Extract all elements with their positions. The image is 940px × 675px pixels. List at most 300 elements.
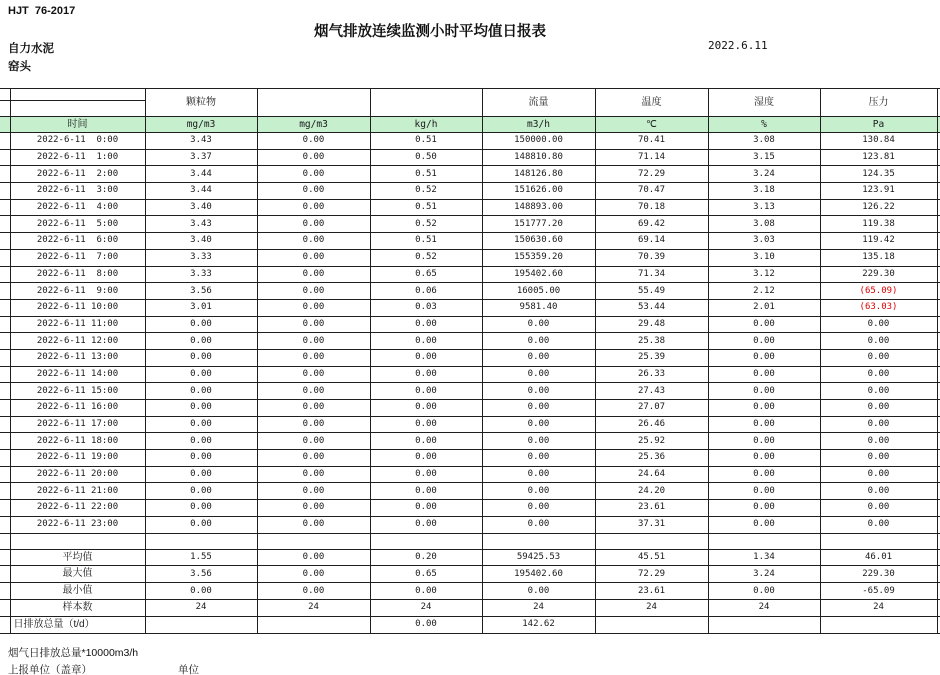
value-cell: 0.00 xyxy=(708,366,820,383)
edge-sliver-cell xyxy=(0,533,10,549)
edge-sliver-cell xyxy=(595,533,708,549)
value-cell: 0.52 xyxy=(370,183,482,200)
value-cell: 0.00 xyxy=(708,500,820,517)
value-cell: 3.44 xyxy=(145,183,257,200)
value-cell: 148893.00 xyxy=(482,199,595,216)
table-row xyxy=(0,400,940,417)
value-cell: 0.00 xyxy=(820,416,937,433)
value-cell: 0.00 xyxy=(370,316,482,333)
value-cell: 0.00 xyxy=(145,583,257,600)
value-cell: (63.03) xyxy=(820,299,937,316)
edge-sliver-cell xyxy=(0,249,10,266)
time-cell: 2022-6-11 1:00 xyxy=(10,149,145,166)
footer-unit-label: 单位 xyxy=(178,664,199,675)
value-cell: 0.00 xyxy=(820,500,937,517)
value-cell: 25.92 xyxy=(595,433,708,450)
value-cell: 150000.00 xyxy=(482,133,595,150)
value-cell: 0.52 xyxy=(370,249,482,266)
value-cell: 0.00 xyxy=(820,383,937,400)
value-cell: 3.01 xyxy=(145,299,257,316)
value-cell: 0.00 xyxy=(482,500,595,517)
value-cell: 0.00 xyxy=(257,249,370,266)
edge-sliver-cell xyxy=(0,266,10,283)
value-cell: 0.00 xyxy=(145,349,257,366)
value-cell: 3.40 xyxy=(145,199,257,216)
value-cell: 0.00 xyxy=(482,400,595,417)
value-cell: 0.00 xyxy=(145,516,257,533)
value-cell: 0.00 xyxy=(257,133,370,150)
table-row xyxy=(0,316,940,333)
unit-cell: ℃ xyxy=(595,117,708,133)
unit-cell: kg/h xyxy=(370,117,482,133)
time-cell: 2022-6-11 12:00 xyxy=(10,333,145,350)
value-cell: 0.00 xyxy=(257,450,370,467)
value-cell: 0.00 xyxy=(482,516,595,533)
value-cell: 0.20 xyxy=(370,549,482,566)
summary-label-cell: 平均值 xyxy=(10,549,145,566)
spacer-row xyxy=(0,533,940,549)
value-cell: 130.84 xyxy=(820,133,937,150)
value-cell: 0.00 xyxy=(482,366,595,383)
value-cell: 3.56 xyxy=(145,283,257,300)
value-cell: 0.00 xyxy=(708,349,820,366)
value-cell: 0.00 xyxy=(257,199,370,216)
unit-cell: Pa xyxy=(820,117,937,133)
edge-sliver-cell xyxy=(0,600,10,617)
edge-sliver-cell xyxy=(0,233,10,250)
value-cell: 0.00 xyxy=(482,583,595,600)
value-cell: 0.00 xyxy=(145,333,257,350)
value-cell: 0.00 xyxy=(820,349,937,366)
table-row xyxy=(0,216,940,233)
value-cell: 24.20 xyxy=(595,483,708,500)
value-cell: 55.49 xyxy=(595,283,708,300)
column-header: 温度 xyxy=(595,89,708,117)
edge-sliver-cell xyxy=(0,500,10,517)
value-cell: 3.33 xyxy=(145,266,257,283)
value-cell: 0.00 xyxy=(820,466,937,483)
value-cell: 0.00 xyxy=(482,466,595,483)
value-cell: 229.30 xyxy=(820,266,937,283)
value-cell: 0.65 xyxy=(370,266,482,283)
value-cell: 24.64 xyxy=(595,466,708,483)
table-row xyxy=(0,500,940,517)
value-cell: 0.00 xyxy=(820,366,937,383)
value-cell: 0.51 xyxy=(370,233,482,250)
edge-sliver-cell xyxy=(0,483,10,500)
value-cell: 3.24 xyxy=(708,566,820,583)
value-cell: 27.07 xyxy=(595,400,708,417)
value-cell: 0.00 xyxy=(708,400,820,417)
value-cell: 148126.80 xyxy=(482,166,595,183)
table-row xyxy=(0,199,940,216)
value-cell: 23.61 xyxy=(595,500,708,517)
summary-row xyxy=(0,583,940,600)
value-cell: 0.00 xyxy=(370,383,482,400)
time-cell: 2022-6-11 7:00 xyxy=(10,249,145,266)
time-cell: 2022-6-11 3:00 xyxy=(10,183,145,200)
value-cell: 0.00 xyxy=(708,450,820,467)
value-cell: 0.00 xyxy=(257,366,370,383)
value-cell: 150630.60 xyxy=(482,233,595,250)
time-cell: 2022-6-11 21:00 xyxy=(10,483,145,500)
edge-sliver-cell xyxy=(0,316,10,333)
time-cell: 2022-6-11 6:00 xyxy=(10,233,145,250)
value-cell: 0.00 xyxy=(482,433,595,450)
value-cell: 0.00 xyxy=(257,266,370,283)
value-cell: 0.00 xyxy=(370,583,482,600)
table-row xyxy=(0,383,940,400)
value-cell: 0.00 xyxy=(257,349,370,366)
time-cell: 2022-6-11 19:00 xyxy=(10,450,145,467)
edge-sliver-cell xyxy=(0,117,10,133)
edge-sliver-cell xyxy=(0,616,10,633)
value-cell: 151777.20 xyxy=(482,216,595,233)
value-cell: 0.00 xyxy=(145,433,257,450)
summary-label-cell: 最小值 xyxy=(10,583,145,600)
value-cell: 3.18 xyxy=(708,183,820,200)
value-cell: 119.42 xyxy=(820,233,937,250)
value-cell: 37.31 xyxy=(595,516,708,533)
table-row xyxy=(0,233,940,250)
value-cell: 0.00 xyxy=(257,233,370,250)
table-row xyxy=(0,483,940,500)
column-header: 湿度 xyxy=(708,89,820,117)
table-row xyxy=(0,266,940,283)
value-cell: 24 xyxy=(257,600,370,617)
value-cell: 151626.00 xyxy=(482,183,595,200)
value-cell: 0.00 xyxy=(370,483,482,500)
value-cell: 0.00 xyxy=(708,416,820,433)
value-cell: 0.00 xyxy=(708,383,820,400)
time-cell: 2022-6-11 14:00 xyxy=(10,366,145,383)
edge-sliver-cell xyxy=(0,466,10,483)
value-cell: 26.33 xyxy=(595,366,708,383)
time-cell: 2022-6-11 20:00 xyxy=(10,466,145,483)
report-table xyxy=(0,88,940,634)
edge-sliver-cell xyxy=(482,533,595,549)
table-row xyxy=(0,149,940,166)
time-cell: 2022-6-11 13:00 xyxy=(10,349,145,366)
value-cell: 123.81 xyxy=(820,149,937,166)
value-cell: 0.00 xyxy=(145,500,257,517)
value-cell: 0.00 xyxy=(370,333,482,350)
edge-sliver-cell xyxy=(0,183,10,200)
value-cell: 0.00 xyxy=(820,483,937,500)
value-cell: 25.39 xyxy=(595,349,708,366)
value-cell: 0.00 xyxy=(145,383,257,400)
value-cell: 69.42 xyxy=(595,216,708,233)
edge-sliver-cell xyxy=(145,533,257,549)
value-cell: 25.38 xyxy=(595,333,708,350)
value-cell: 3.37 xyxy=(145,149,257,166)
value-cell: 0.00 xyxy=(370,616,482,633)
value-cell: 3.13 xyxy=(708,199,820,216)
column-header: 压力 xyxy=(820,89,937,117)
footer-reporting-unit-label: 上报单位（盖章） xyxy=(8,664,92,675)
time-cell: 2022-6-11 8:00 xyxy=(10,266,145,283)
value-cell xyxy=(145,616,257,633)
value-cell: 0.65 xyxy=(370,566,482,583)
value-cell: 3.43 xyxy=(145,216,257,233)
value-cell: 0.00 xyxy=(708,516,820,533)
doc-code: HJT 76-2017 xyxy=(8,5,76,17)
value-cell: 148810.80 xyxy=(482,149,595,166)
value-cell: 119.38 xyxy=(820,216,937,233)
value-cell: 0.50 xyxy=(370,149,482,166)
value-cell: 0.00 xyxy=(257,400,370,417)
summary-row xyxy=(0,566,940,583)
time-cell: 2022-6-11 16:00 xyxy=(10,400,145,417)
summary-row xyxy=(0,616,940,633)
value-cell: 0.00 xyxy=(145,466,257,483)
value-cell: 0.00 xyxy=(257,383,370,400)
value-cell: 0.00 xyxy=(482,333,595,350)
table-row xyxy=(0,349,940,366)
value-cell: 0.00 xyxy=(257,183,370,200)
summary-row xyxy=(0,600,940,617)
table-row xyxy=(0,183,940,200)
value-cell: 24 xyxy=(370,600,482,617)
value-cell: 0.00 xyxy=(482,349,595,366)
value-cell: 46.01 xyxy=(820,549,937,566)
value-cell: 70.47 xyxy=(595,183,708,200)
value-cell: 69.14 xyxy=(595,233,708,250)
value-cell: 9581.40 xyxy=(482,299,595,316)
time-cell: 2022-6-11 22:00 xyxy=(10,500,145,517)
value-cell: 155359.20 xyxy=(482,249,595,266)
value-cell: 3.44 xyxy=(145,166,257,183)
unit-cell: mg/m3 xyxy=(257,117,370,133)
value-cell: 0.00 xyxy=(370,500,482,517)
value-cell: 124.35 xyxy=(820,166,937,183)
time-cell: 2022-6-11 11:00 xyxy=(10,316,145,333)
value-cell: 142.62 xyxy=(482,616,595,633)
value-cell: 0.00 xyxy=(482,450,595,467)
value-cell: 0.00 xyxy=(257,316,370,333)
column-header xyxy=(370,89,482,117)
value-cell: -65.09 xyxy=(820,583,937,600)
value-cell: 0.00 xyxy=(257,516,370,533)
edge-sliver-cell xyxy=(0,450,10,467)
value-cell xyxy=(595,616,708,633)
value-cell: 24 xyxy=(482,600,595,617)
value-cell: 3.24 xyxy=(708,166,820,183)
value-cell: 195402.60 xyxy=(482,566,595,583)
time-cell: 2022-6-11 0:00 xyxy=(10,133,145,150)
edge-sliver-cell xyxy=(0,416,10,433)
value-cell: 3.56 xyxy=(145,566,257,583)
value-cell: 53.44 xyxy=(595,299,708,316)
unit-cell: mg/m3 xyxy=(145,117,257,133)
summary-rows xyxy=(0,533,940,633)
column-header: 颗粒物 xyxy=(145,89,257,117)
value-cell: 0.00 xyxy=(370,516,482,533)
value-cell: 23.61 xyxy=(595,583,708,600)
value-cell: 0.51 xyxy=(370,199,482,216)
time-cell: 2022-6-11 15:00 xyxy=(10,383,145,400)
table-row xyxy=(0,516,940,533)
edge-sliver-cell xyxy=(0,333,10,350)
table-row xyxy=(0,433,940,450)
value-cell: 123.91 xyxy=(820,183,937,200)
time-cell: 2022-6-11 17:00 xyxy=(10,416,145,433)
value-cell: 2.01 xyxy=(708,299,820,316)
edge-sliver-cell xyxy=(0,133,10,150)
value-cell: 0.00 xyxy=(257,500,370,517)
value-cell: 72.29 xyxy=(595,566,708,583)
data-rows xyxy=(0,133,940,534)
edge-sliver-cell xyxy=(0,583,10,600)
value-cell: 0.00 xyxy=(145,366,257,383)
value-cell: 0.06 xyxy=(370,283,482,300)
edge-sliver-cell xyxy=(0,149,10,166)
time-cell: 2022-6-11 18:00 xyxy=(10,433,145,450)
value-cell: 72.29 xyxy=(595,166,708,183)
value-cell: 0.00 xyxy=(257,299,370,316)
edge-sliver-cell xyxy=(0,366,10,383)
value-cell: 3.33 xyxy=(145,249,257,266)
units-row xyxy=(0,117,940,133)
table-row xyxy=(0,133,940,150)
value-cell: 0.00 xyxy=(820,450,937,467)
value-cell: 0.03 xyxy=(370,299,482,316)
edge-sliver-cell xyxy=(708,533,820,549)
company-name: 自力水泥 xyxy=(8,43,54,55)
table-row xyxy=(0,366,940,383)
value-cell: 29.48 xyxy=(595,316,708,333)
table-row xyxy=(0,166,940,183)
edge-sliver-cell xyxy=(0,349,10,366)
value-cell xyxy=(257,616,370,633)
time-cell: 2022-6-11 4:00 xyxy=(10,199,145,216)
summary-label-cell: 日排放总量（t/d） xyxy=(10,616,145,633)
value-cell: 71.14 xyxy=(595,149,708,166)
value-cell: 0.00 xyxy=(708,316,820,333)
value-cell: 71.34 xyxy=(595,266,708,283)
value-cell: 0.00 xyxy=(482,483,595,500)
value-cell: 0.00 xyxy=(257,433,370,450)
value-cell: 16005.00 xyxy=(482,283,595,300)
pollutant-header-row xyxy=(0,89,940,101)
value-cell: 2.12 xyxy=(708,283,820,300)
value-cell: 3.40 xyxy=(145,233,257,250)
table-row xyxy=(0,416,940,433)
value-cell: 0.00 xyxy=(370,400,482,417)
edge-sliver-cell xyxy=(0,166,10,183)
column-header: 流量 xyxy=(482,89,595,117)
summary-label-cell: 样本数 xyxy=(10,600,145,617)
table-row xyxy=(0,466,940,483)
value-cell: 0.00 xyxy=(708,583,820,600)
value-cell: 0.00 xyxy=(708,333,820,350)
time-cell: 2022-6-11 23:00 xyxy=(10,516,145,533)
value-cell: 70.18 xyxy=(595,199,708,216)
column-header xyxy=(257,89,370,117)
value-cell: 0.00 xyxy=(257,283,370,300)
header-blank-cell xyxy=(10,89,145,101)
value-cell: 0.00 xyxy=(257,483,370,500)
value-cell: 0.00 xyxy=(257,149,370,166)
value-cell: 0.00 xyxy=(820,333,937,350)
value-cell: 0.00 xyxy=(257,333,370,350)
value-cell: 0.00 xyxy=(820,316,937,333)
value-cell: 0.00 xyxy=(145,416,257,433)
value-cell: 0.00 xyxy=(145,316,257,333)
value-cell: 70.39 xyxy=(595,249,708,266)
value-cell: 3.15 xyxy=(708,149,820,166)
value-cell: 0.00 xyxy=(370,366,482,383)
value-cell: 3.12 xyxy=(708,266,820,283)
header-blank-cell xyxy=(10,101,145,117)
table-row xyxy=(0,299,940,316)
report-date: 2022.6.11 xyxy=(708,39,768,52)
value-cell: 0.51 xyxy=(370,133,482,150)
value-cell: 0.00 xyxy=(257,416,370,433)
value-cell: 3.10 xyxy=(708,249,820,266)
value-cell: 24 xyxy=(708,600,820,617)
edge-sliver-cell xyxy=(0,216,10,233)
page-title: 烟气排放连续监测小时平均值日报表 xyxy=(314,24,546,40)
edge-sliver-cell xyxy=(0,299,10,316)
value-cell: 0.00 xyxy=(145,450,257,467)
value-cell: 126.22 xyxy=(820,199,937,216)
value-cell: 0.52 xyxy=(370,216,482,233)
time-cell: 2022-6-11 10:00 xyxy=(10,299,145,316)
value-cell: 3.08 xyxy=(708,216,820,233)
value-cell: 24 xyxy=(820,600,937,617)
value-cell: 0.00 xyxy=(257,216,370,233)
value-cell: 0.00 xyxy=(257,549,370,566)
value-cell: 70.41 xyxy=(595,133,708,150)
table-row xyxy=(0,249,940,266)
value-cell: 195402.60 xyxy=(482,266,595,283)
monitoring-point-name: 窑头 xyxy=(8,61,31,73)
table-row xyxy=(0,333,940,350)
value-cell: 0.51 xyxy=(370,166,482,183)
value-cell: 59425.53 xyxy=(482,549,595,566)
time-cell: 2022-6-11 9:00 xyxy=(10,283,145,300)
value-cell: 0.00 xyxy=(257,466,370,483)
edge-sliver-cell xyxy=(10,533,145,549)
value-cell: 0.00 xyxy=(820,516,937,533)
value-cell: 45.51 xyxy=(595,549,708,566)
value-cell: 0.00 xyxy=(370,416,482,433)
value-cell: 0.00 xyxy=(145,483,257,500)
edge-sliver-cell xyxy=(0,549,10,566)
value-cell: 0.00 xyxy=(820,433,937,450)
value-cell: 0.00 xyxy=(820,400,937,417)
edge-sliver-cell xyxy=(370,533,482,549)
edge-sliver-cell xyxy=(0,89,10,101)
edge-sliver-cell xyxy=(0,383,10,400)
report-table-wrap xyxy=(0,88,940,638)
summary-row xyxy=(0,549,940,566)
edge-sliver-cell xyxy=(0,516,10,533)
value-cell: 3.08 xyxy=(708,133,820,150)
unit-cell: % xyxy=(708,117,820,133)
value-cell: 1.34 xyxy=(708,549,820,566)
edge-sliver-cell xyxy=(0,101,10,117)
value-cell: 0.00 xyxy=(370,433,482,450)
value-cell: 0.00 xyxy=(482,416,595,433)
value-cell: 26.46 xyxy=(595,416,708,433)
value-cell: 0.00 xyxy=(708,483,820,500)
value-cell: 1.55 xyxy=(145,549,257,566)
value-cell: 135.18 xyxy=(820,249,937,266)
value-cell: 25.36 xyxy=(595,450,708,467)
value-cell xyxy=(708,616,820,633)
